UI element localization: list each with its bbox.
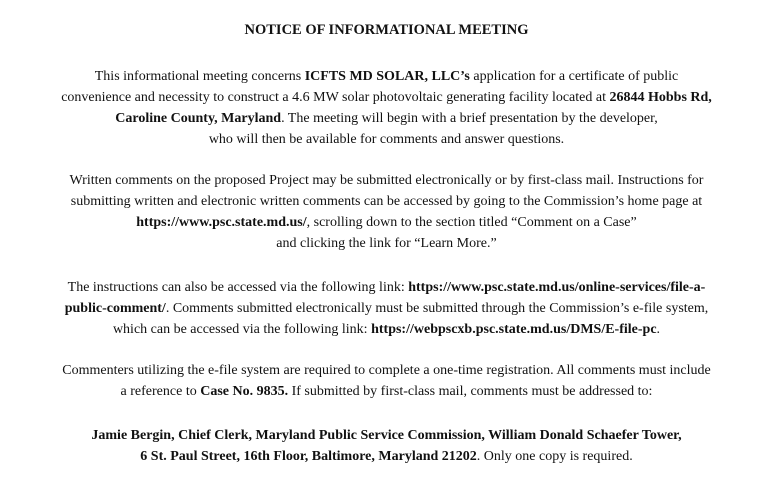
text: If submitted by first-class mail, comments must be addressed to: — [288, 384, 653, 399]
paragraph-line — [0, 277, 773, 298]
text: The instructions can also be accessed via the following link: — [67, 280, 409, 295]
notice-title: NOTICE OF INFORMATIONAL MEETING — [244, 22, 529, 38]
commission-homepage-url: https://www.psc.state.md.us/ — [136, 215, 307, 230]
text: convenience and necessity to construct a 4.6 MW solar photovoltaic generating facility located at — [61, 90, 610, 105]
paragraph-line: submitting written and electronic written comments can be accessed by going to the Commission’s home page at — [70, 194, 703, 209]
written-comments-paragraph — [0, 170, 773, 254]
text: . Only one copy is required. — [476, 449, 633, 464]
instructions-link-paragraph — [0, 277, 773, 340]
paragraph-line — [0, 66, 773, 87]
text: , scrolling down to the section titled “Comment on a Case” — [306, 215, 637, 230]
paragraph-line — [0, 212, 773, 233]
mailing-address: 6 St. Paul Street, 16th Floor, Baltimore, Maryland 21202 — [140, 449, 477, 464]
mailing-address-paragraph — [0, 425, 773, 467]
file-comment-url: https://www.psc.state.md.us/online-services/file-a- — [408, 280, 706, 295]
text: . — [656, 322, 661, 337]
paragraph-line: who will then be available for comments and answer questions. — [208, 132, 565, 147]
paragraph-line — [0, 87, 773, 108]
facility-county: Caroline County, Maryland — [115, 111, 282, 126]
applicant-name: ICFTS MD SOLAR, LLC’s — [304, 69, 470, 84]
paragraph-line — [0, 381, 773, 402]
case-number: Case No. 9835. — [200, 384, 289, 399]
paragraph-line — [0, 319, 773, 340]
paragraph-line — [0, 298, 773, 319]
efile-url: https://webpscxb.psc.state.md.us/DMS/E-file-pc — [371, 322, 657, 337]
paragraph-line: and clicking the link for “Learn More.” — [276, 236, 497, 251]
paragraph-line — [0, 108, 773, 129]
facility-address: 26844 Hobbs Rd, — [609, 90, 712, 105]
meeting-paragraph — [0, 66, 773, 150]
file-comment-url-continued: public-comment/ — [64, 301, 166, 316]
efile-registration-paragraph — [0, 360, 773, 402]
clerk-name-title: Jamie Bergin, Chief Clerk, Maryland Public Service Commission, William Donald Schaefer Tower, — [91, 428, 682, 443]
paragraph-line — [0, 425, 773, 446]
paragraph-line: Written comments on the proposed Project may be submitted electronically or by first-class mail. Instructions for — [69, 173, 704, 188]
text: a reference to — [120, 384, 201, 399]
paragraph-line: Commenters utilizing the e-file system are required to complete a one-time registration. All comments must include — [62, 363, 711, 378]
text: application for a certificate of public — [469, 69, 679, 84]
text: . The meeting will begin with a brief presentation by the developer, — [281, 111, 658, 126]
text: This informational meeting concerns — [94, 69, 305, 84]
text: which can be accessed via the following link: — [112, 322, 372, 337]
text: . Comments submitted electronically must be submitted through the Commission’s e-file system, — [165, 301, 709, 316]
paragraph-line — [0, 446, 773, 467]
